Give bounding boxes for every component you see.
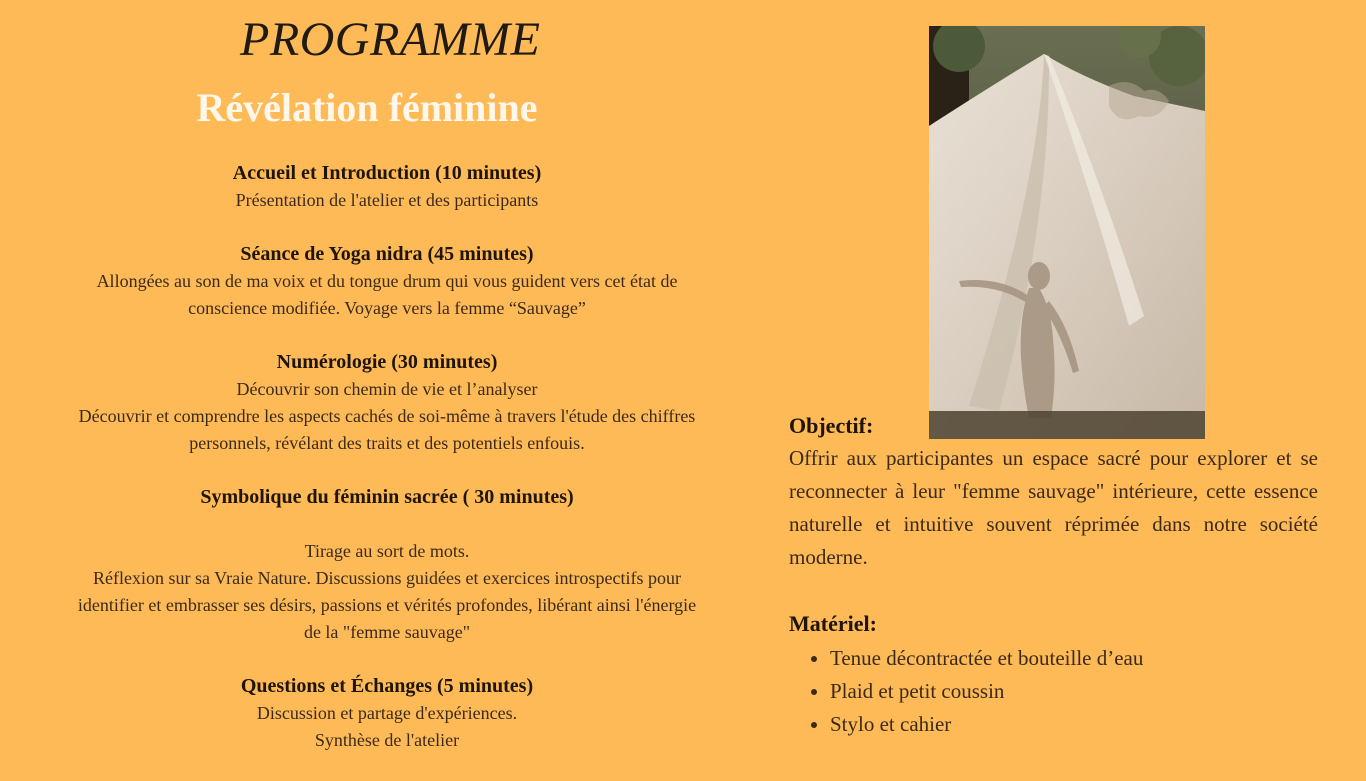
section-line: Synthèse de l'atelier (314, 730, 460, 750)
section-line: Discussion et partage d'expériences. (256, 703, 518, 723)
section-line: Découvrir son chemin de vie et l’analyser (236, 379, 538, 399)
programme-column (20, 0, 754, 768)
section-questions (20, 673, 754, 754)
programme-sections (20, 160, 754, 781)
section-heading: Numérologie (30 minutes) (276, 351, 498, 373)
section-heading: Symbolique du féminin sacrée ( 30 minutes) (200, 486, 574, 508)
objective-column (789, 410, 1318, 741)
section-line: Allongées au son de ma voix et du tongue drum qui vous guident vers cet état de (96, 271, 678, 291)
section-yoga-nidra (20, 241, 754, 322)
list-item: • Plaid et petit coussin (830, 675, 1318, 708)
section-line: Présentation de l'atelier et des participants (235, 190, 539, 210)
section-heading: Séance de Yoga nidra (45 minutes) (240, 243, 534, 265)
objective-text: Offrir aux participantes un espace sacré pour explorer et se reconnecter à leur "femme sauvage" intérieure, cette essence naturelle et intuitive souvent réprimée dans notre société moderne. (789, 446, 1318, 569)
materials-list (789, 642, 1318, 741)
list-item: • Stylo et cahier (830, 708, 1318, 741)
blank-line (20, 511, 754, 538)
section-line: Découvrir et comprendre les aspects cachés de soi-même à travers l'étude des chiffres (78, 406, 696, 426)
photo-illustration (929, 26, 1205, 439)
section-line: personnels, révélant des traits et des potentiels enfouis. (189, 433, 585, 453)
page-subtitle: Révélation féminine (196, 85, 538, 130)
section-heading: Accueil et Introduction (10 minutes) (232, 162, 542, 184)
section-line: Tirage au sort de mots. (304, 541, 470, 561)
objective-heading: Objectif: (789, 413, 874, 438)
section-line: de la "femme sauvage" (303, 622, 471, 642)
woman-silhouette-tent-photo (929, 26, 1205, 439)
section-symbolique (20, 484, 754, 646)
page-title: PROGRAMME (240, 13, 541, 66)
section-heading: Questions et Échanges (5 minutes) (240, 675, 534, 697)
list-item: • Tenue décontractée et bouteille d’eau (830, 642, 1318, 675)
materials-heading: Matériel: (789, 611, 877, 636)
section-accueil (20, 160, 754, 214)
section-line: identifier et embrasser ses désirs, passions et vérités profondes, libérant ainsi l'énergie (77, 595, 697, 615)
section-numerologie (20, 349, 754, 457)
section-line: conscience modifiée. Voyage vers la femme “Sauvage” (188, 298, 586, 318)
section-line: Réflexion sur sa Vraie Nature. Discussions guidées et exercices introspectifs pour (93, 568, 681, 588)
